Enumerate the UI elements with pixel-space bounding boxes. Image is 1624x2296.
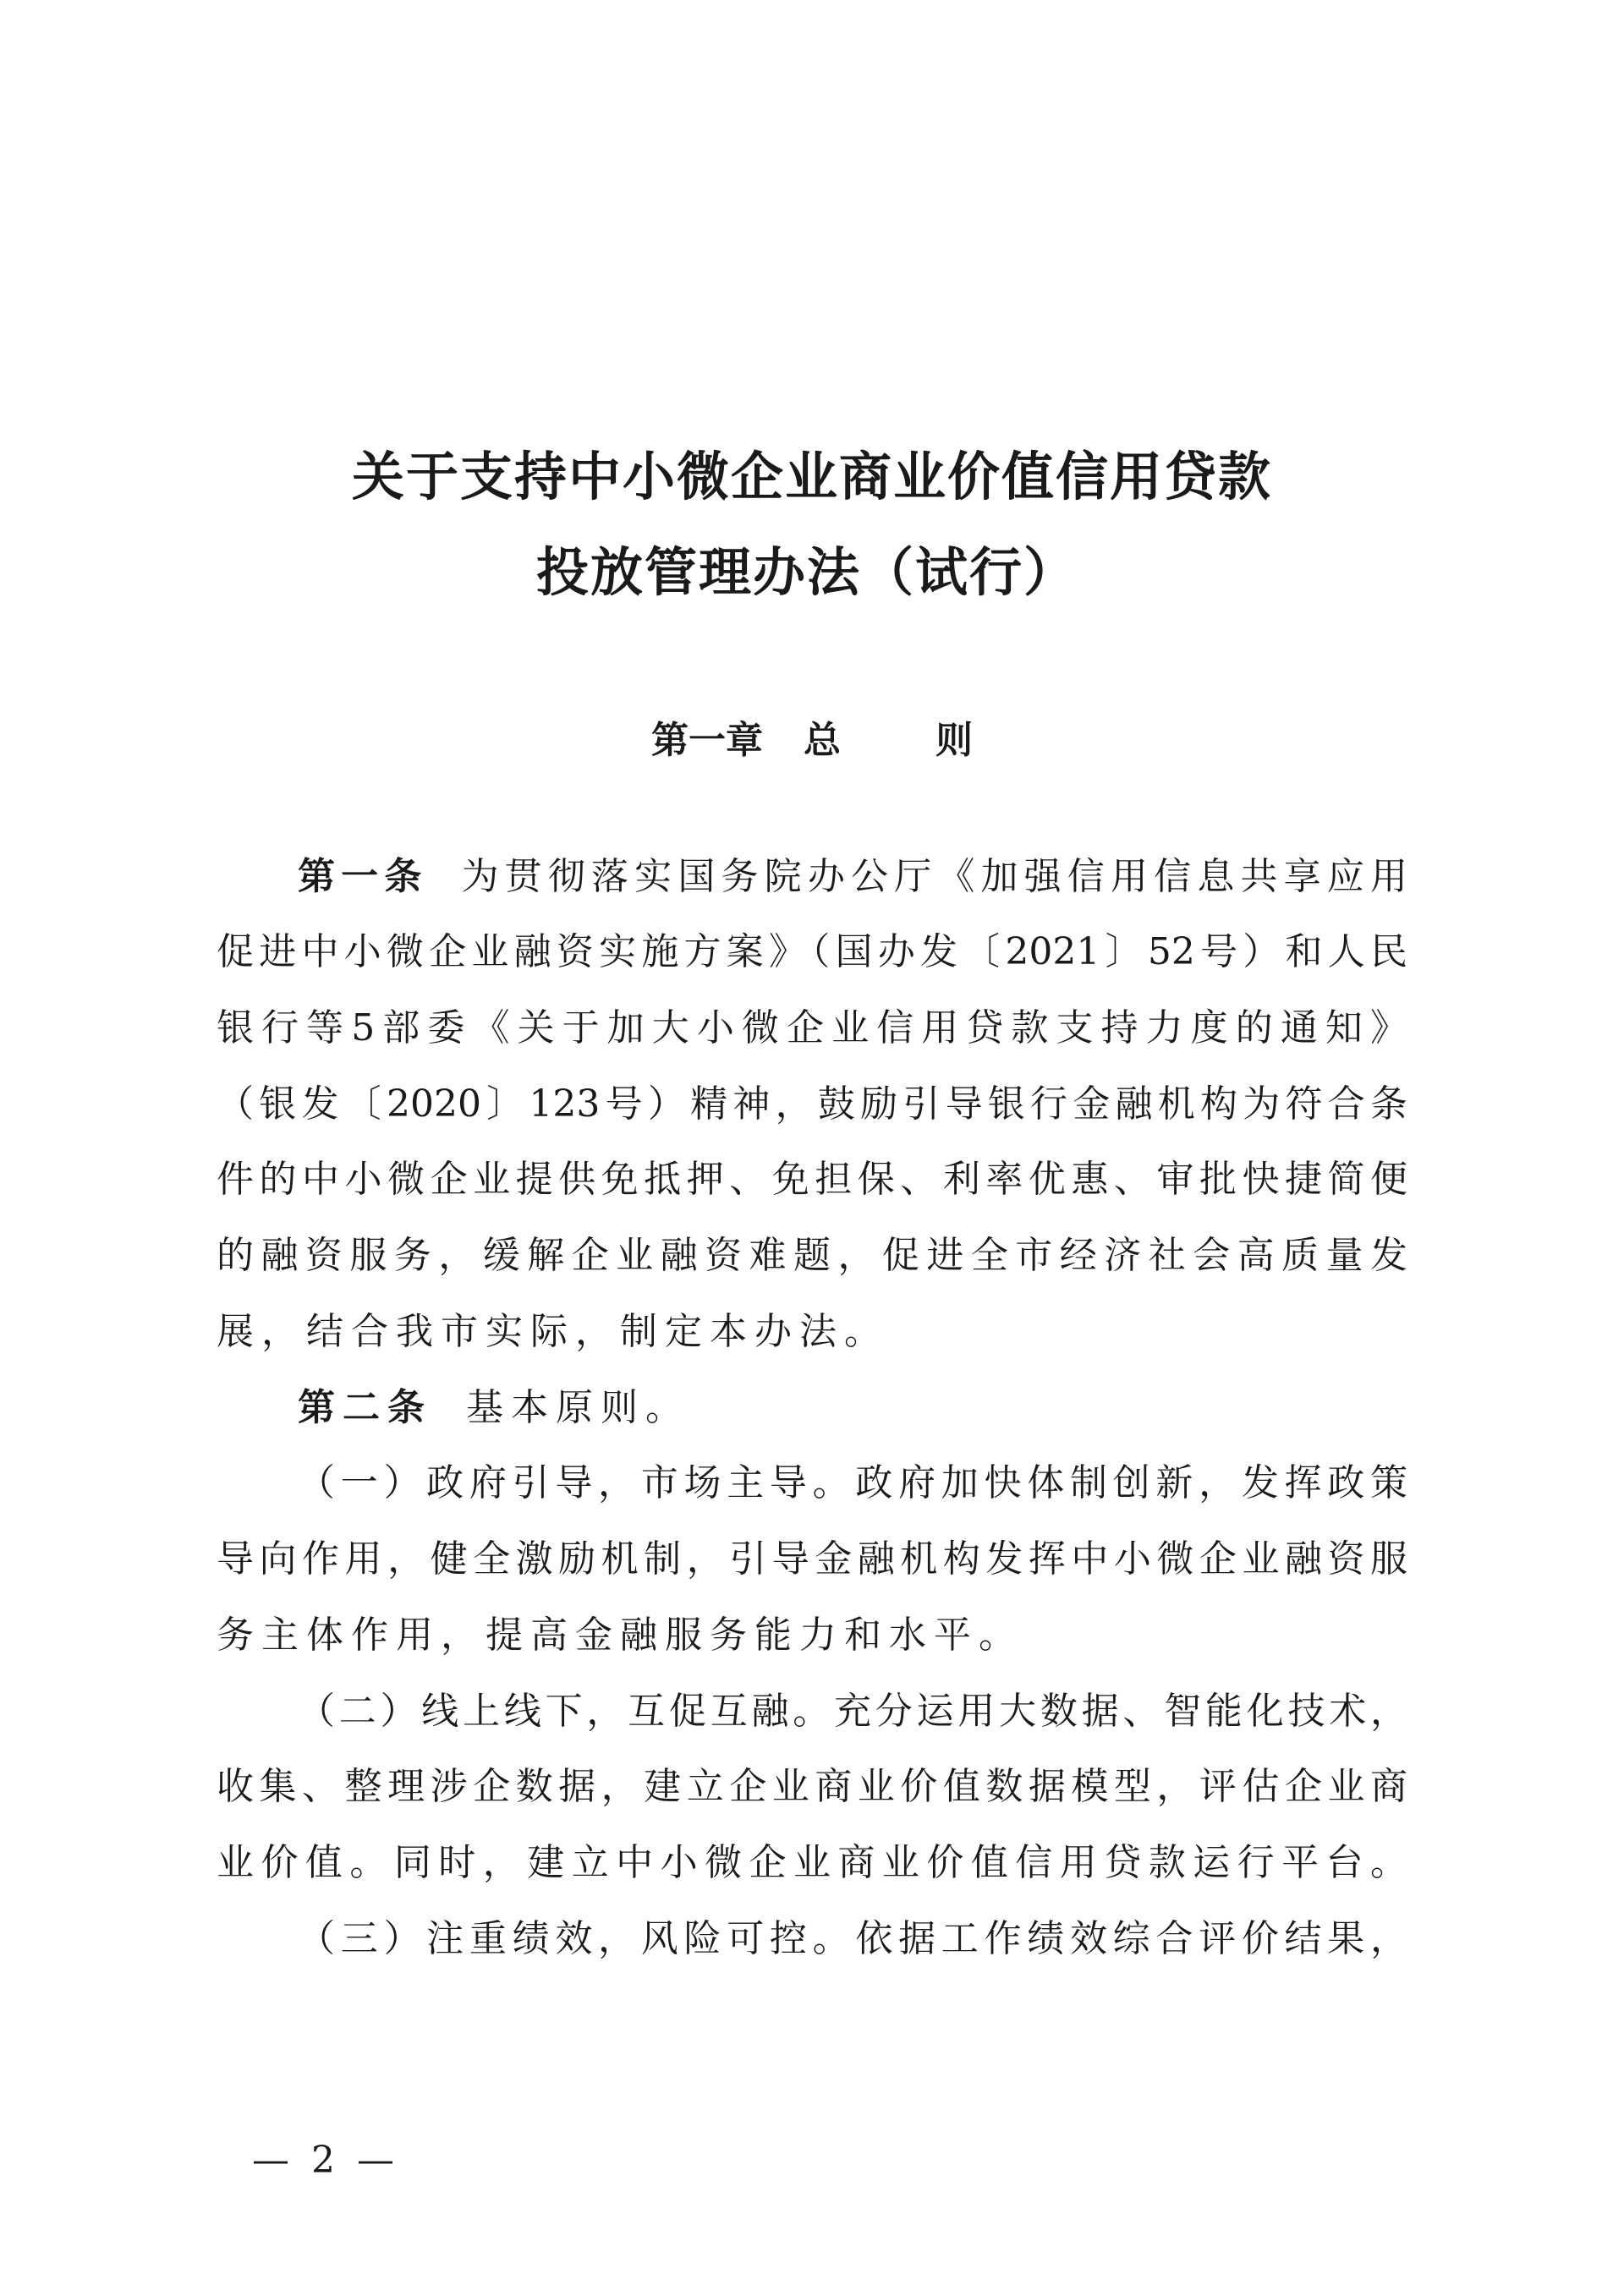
article-1-text: 为贯彻落实国务院办公厅《加强信用信息共享应用 [461, 855, 1407, 898]
principle-2-line: 收集、整理涉企数据，建立企业商业价值数据模型，评估企业商 [217, 1765, 1407, 1808]
chapter-name-second: 则 [935, 719, 973, 762]
chapter-heading [0, 719, 1624, 762]
article-2-line [298, 1386, 1407, 1429]
principle-1-line: 务主体作用，提高金融服务能力和水平。 [217, 1614, 1023, 1657]
principle-2-line: （二）线上线下，互促互融。充分运用大数据、智能化技术， [298, 1690, 1407, 1733]
article-1-line: 促进中小微企业融资实施方案》（国办发〔2021〕52号）和人民 [217, 930, 1407, 973]
article-1-line: 的融资服务，缓解企业融资难题，促进全市经济社会高质量发 [217, 1234, 1407, 1277]
article-2-label: 第二条 [298, 1386, 432, 1429]
chapter-number: 第一章 [651, 719, 763, 762]
article-1-line: 银行等5部委《关于加大小微企业信用贷款支持力度的通知》 [217, 1006, 1407, 1049]
document-title-line-2: 投放管理办法（试行） [535, 541, 1078, 603]
article-1-line: 展，结合我市实际，制定本办法。 [217, 1310, 889, 1353]
principle-1-line: 导向作用，健全激励机制，引导金融机构发挥中小微企业融资服 [217, 1537, 1407, 1581]
chapter-name-first: 总 [804, 719, 841, 762]
principle-2-line: 业价值。同时，建立中小微企业商业价值信用贷款运行平台。 [217, 1841, 1407, 1884]
article-1-line: 件的中小微企业提供免抵押、免担保、利率优惠、审批快捷简便 [217, 1158, 1407, 1201]
article-1-line: （银发〔2020〕123号）精神，鼓励引导银行金融机构为符合条 [217, 1082, 1407, 1126]
article-1-label: 第一条 [298, 855, 428, 898]
article-1-line [298, 855, 1407, 898]
principle-1-line: （一）政府引导，市场主导。政府加快体制创新，发挥政策 [298, 1461, 1407, 1504]
principle-3-line: （三）注重绩效，风险可控。依据工作绩效综合评价结果， [298, 1917, 1407, 1960]
document-title-line-1: 关于支持中小微企业商业价值信用贷款 [351, 446, 1272, 507]
page-number: — 2 — [252, 2139, 399, 2182]
article-2-text: 基本原则。 [466, 1386, 690, 1429]
